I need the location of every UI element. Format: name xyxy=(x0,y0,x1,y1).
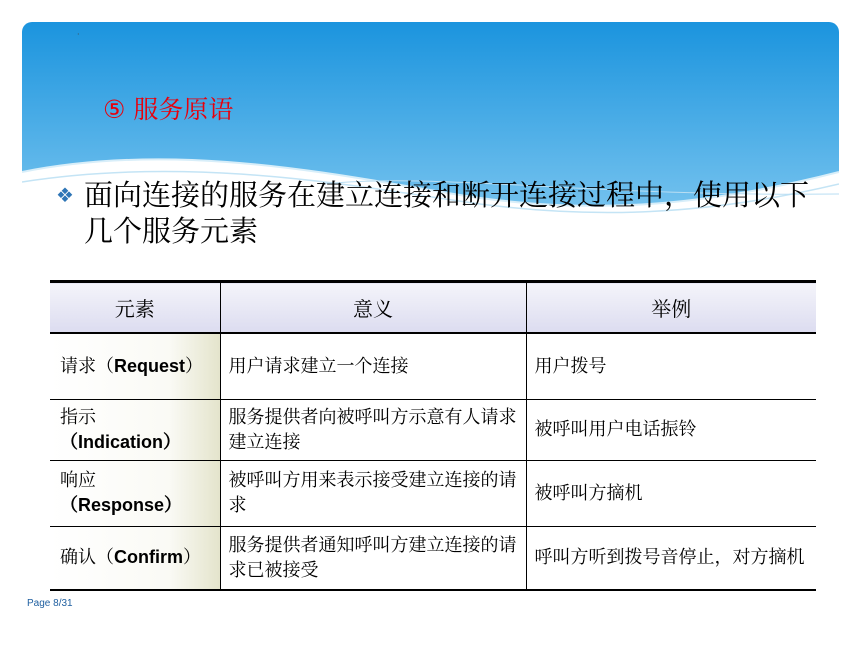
header-example: 举例 xyxy=(526,282,816,334)
meaning-cell: 被呼叫方用来表示接受建立连接的请求 xyxy=(220,460,526,526)
header-meaning: 意义 xyxy=(220,282,526,334)
table-row xyxy=(50,460,816,526)
element-cell: 指示 （Indication） xyxy=(50,399,220,460)
example-cell: 被呼叫方摘机 xyxy=(526,460,816,526)
meaning-cell: 用户请求建立一个连接 xyxy=(220,333,526,399)
element-cell: 请求（Request） xyxy=(50,333,220,399)
table-row xyxy=(50,399,816,460)
header-element: 元素 xyxy=(50,282,220,334)
meaning-cell: 服务提供者通知呼叫方建立连接的请求已被接受 xyxy=(220,526,526,590)
table-row xyxy=(50,526,816,590)
service-primitives-table xyxy=(50,280,816,591)
table-header-row xyxy=(50,282,816,334)
table-row xyxy=(50,333,816,399)
decorative-dot: · xyxy=(77,30,80,39)
example-cell: 呼叫方听到拨号音停止，对方摘机 xyxy=(526,526,816,590)
meaning-cell: 服务提供者向被呼叫方示意有人请求建立连接 xyxy=(220,399,526,460)
element-cell: 确认（Confirm） xyxy=(50,526,220,590)
example-cell: 用户拨号 xyxy=(526,333,816,399)
bullet-text: 面向连接的服务在建立连接和断开连接过程中，使用以下几个服务元素 xyxy=(84,178,810,248)
section-title: ⑤ 服务原语 xyxy=(103,95,234,124)
diamond-bullet-icon: ❖ xyxy=(56,183,74,207)
example-cell: 被呼叫用户电话振铃 xyxy=(526,399,816,460)
page-number: Page 8/31 xyxy=(27,598,73,609)
element-cell: 响应 （Response） xyxy=(50,460,220,526)
